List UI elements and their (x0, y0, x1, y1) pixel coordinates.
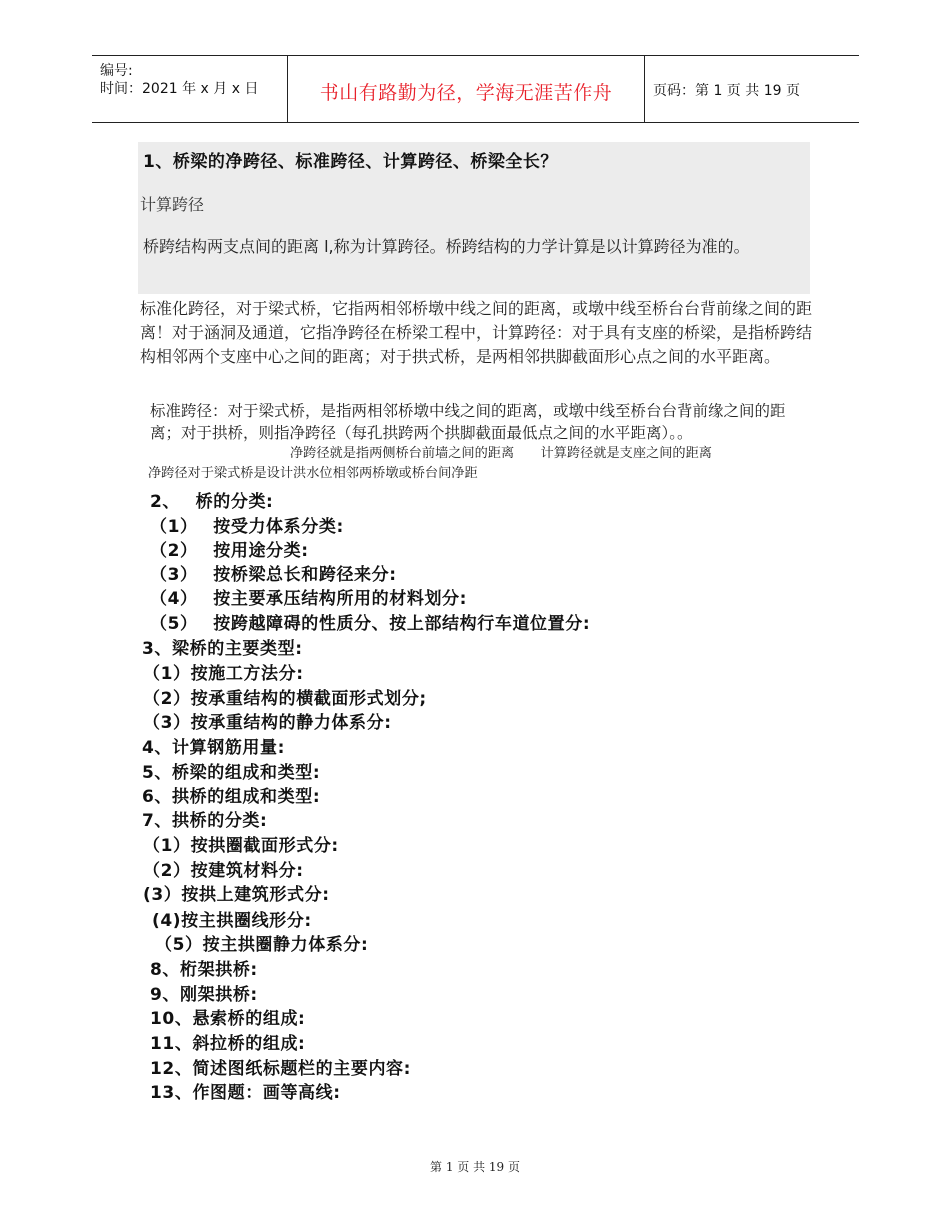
outline-item: （3）按承重结构的静力体系分: (143, 713, 392, 733)
outline-item: 13、作图题：画等高线: (150, 1083, 341, 1103)
outline-item: （1）按施工方法分: (143, 664, 304, 684)
motto-text: 书山有路勤为径，学海无涯苦作舟 (319, 82, 613, 104)
span-note-1: 净跨径就是指两侧桥台前墙之间的距离 计算跨径就是支座之间的距离 (290, 446, 712, 461)
page-footer: 第 1 页 共 19 页 (430, 1160, 520, 1174)
outline-item: (3）按拱上建筑形式分: (143, 885, 330, 905)
outline-item: 12、简述图纸标题栏的主要内容: (150, 1059, 412, 1079)
outline-item: （5） 按跨越障碍的性质分、按上部结构行车道位置分: (150, 614, 591, 634)
outline-item: 11、斜拉桥的组成: (150, 1034, 306, 1054)
date-label: 时间：2021 年 x 月 x 日 (100, 81, 259, 97)
outline-item: （1） 按受力体系分类: (150, 517, 344, 537)
outline-item: （2）按承重结构的横截面形式划分; (143, 689, 427, 709)
outline-item: （2）按建筑材料分: (143, 861, 304, 881)
standard-span-paragraph: 标准化跨径，对于梁式桥，它指两相邻桥墩中线之间的距离，或墩中线至桥台台背前缘之间的距离！对于涵洞及通道，它指净跨径在桥梁工程中，计算跨径：对于具有支座的桥梁，是指桥跨结构相邻两个支座中心之间的距离；对于拱式桥，是两相邻拱脚截面形心点之间的水平距离。 (140, 299, 813, 366)
span-notes (150, 444, 814, 484)
header-page-cell (645, 56, 859, 122)
serial-number-label: 编号: (100, 63, 133, 79)
outline-item: 4、计算钢筋用量: (142, 738, 286, 758)
outline-item: 2、 桥的分类: (150, 492, 274, 512)
page-indicator: 页码：第 1 页 共 19 页 (653, 83, 800, 99)
outline-item: 5、桥梁的组成和类型: (142, 763, 321, 783)
outline-item: （3） 按桥梁总长和跨径来分: (150, 565, 397, 585)
outline-item: 3、梁桥的主要类型: (142, 639, 303, 659)
standard-span-definition: 标准跨径：对于梁式桥，是指两相邻桥墩中线之间的距离，或墩中线至桥台台背前缘之间的距离；对于拱桥，则指净跨径（每孔拱跨两个拱脚截面最低点之间的水平距离）。。 (150, 402, 786, 442)
span-note-2: 净跨径对于梁式桥是设计洪水位相邻两桥墩或桥台间净距 (148, 466, 478, 481)
outline-item: (4)按主拱圈线形分: (152, 911, 312, 931)
outline-item: 6、拱桥的组成和类型: (142, 787, 321, 807)
question-1-title: 1、桥梁的净跨径、标准跨径、计算跨径、桥梁全长？ (143, 152, 558, 172)
outline-item: （5）按主拱圈静力体系分: (155, 935, 369, 955)
outline-item: 9、刚架拱桥: (150, 985, 258, 1005)
calc-span-label: 计算跨径 (140, 195, 205, 214)
header-motto-cell (287, 56, 645, 122)
header-table (92, 55, 859, 123)
outline-item: 8、桁架拱桥: (150, 960, 258, 980)
header-left-cell (92, 56, 287, 122)
outline-item: （2） 按用途分类: (150, 541, 309, 561)
calc-span-paragraph: 桥跨结构两支点间的距离 l,称为计算跨径。桥跨结构的力学计算是以计算跨径为准的。 (143, 237, 750, 256)
outline-item: 7、拱桥的分类: (142, 811, 268, 831)
outline-item: （4） 按主要承压结构所用的材料划分: (150, 589, 468, 609)
outline-item: （1）按拱圈截面形式分: (143, 836, 339, 856)
outline-item: 10、悬索桥的组成: (150, 1009, 306, 1029)
